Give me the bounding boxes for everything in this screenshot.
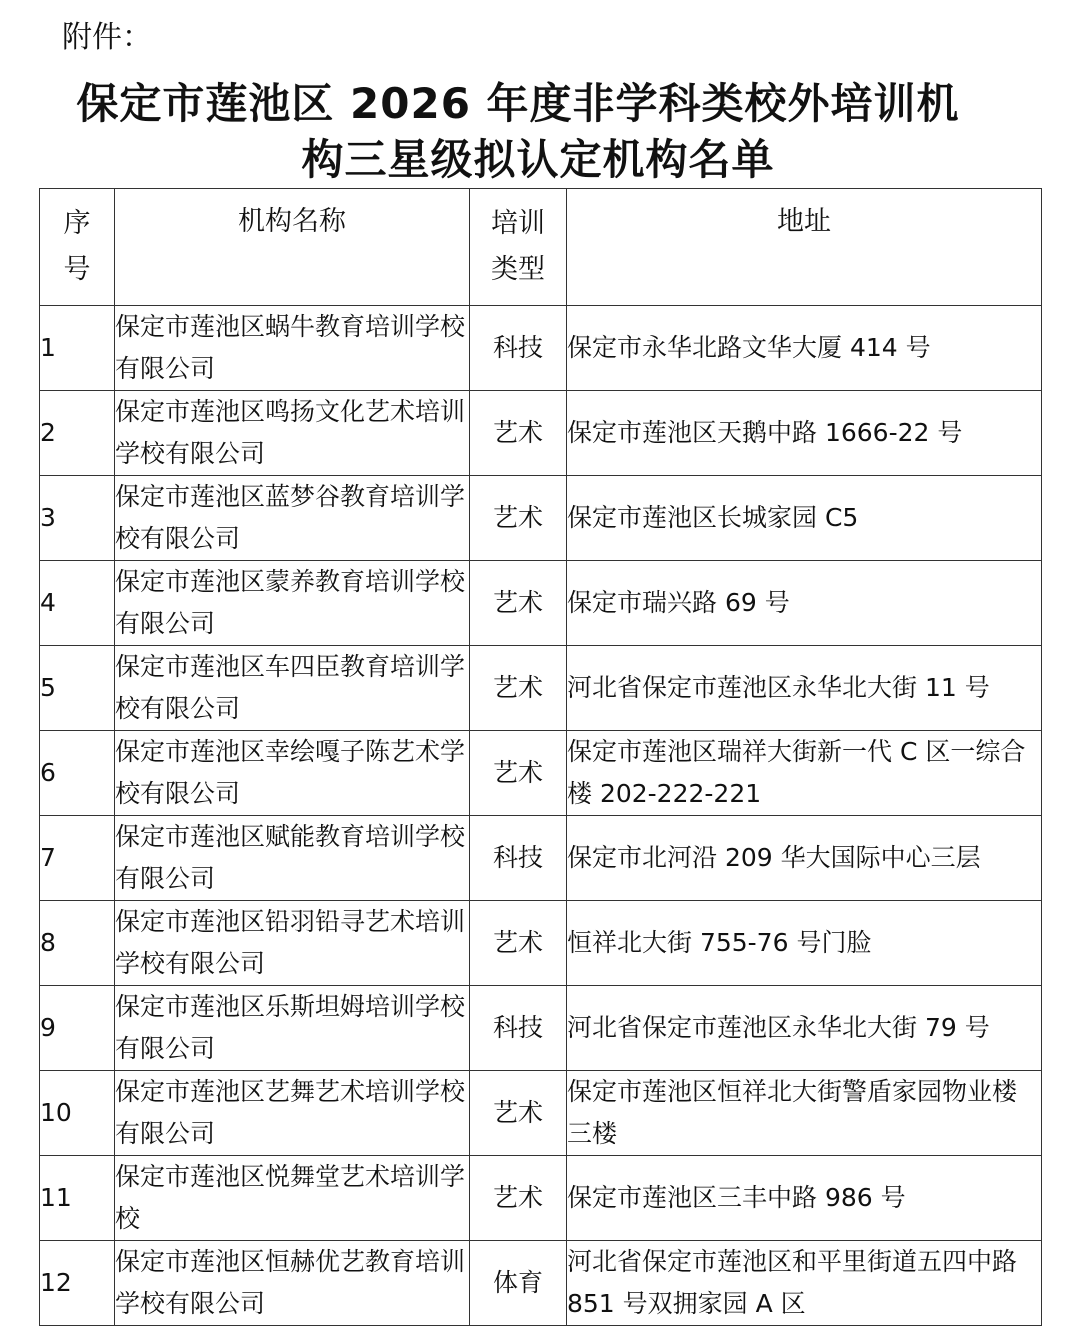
- institution-name: 保定市莲池区赋能教育培训学校有限公司: [115, 816, 470, 901]
- training-type: 科技: [470, 986, 567, 1071]
- training-type: 艺术: [470, 901, 567, 986]
- institution-name: 保定市莲池区恒赫优艺教育培训学校有限公司: [115, 1241, 470, 1326]
- row-number: 8: [40, 901, 115, 986]
- institution-name: 保定市莲池区鸣扬文化艺术培训学校有限公司: [115, 391, 470, 476]
- institution-address: 保定市莲池区长城家园 C5: [567, 476, 1042, 561]
- training-type: 艺术: [470, 476, 567, 561]
- column-header-type: 培训类型: [470, 189, 567, 306]
- table-row: [40, 1241, 1042, 1326]
- training-type: 艺术: [470, 391, 567, 476]
- attachment-label: 附件：: [62, 20, 152, 55]
- row-number: 1: [40, 306, 115, 391]
- column-header-address: 地址: [567, 189, 1042, 306]
- table-row: [40, 306, 1042, 391]
- row-number: 6: [40, 731, 115, 816]
- row-number: 4: [40, 561, 115, 646]
- institution-name: 保定市莲池区蒙养教育培训学校有限公司: [115, 561, 470, 646]
- training-type: 艺术: [470, 561, 567, 646]
- institution-address: 保定市莲池区瑞祥大街新一代 C 区一综合楼 202-222-221: [567, 731, 1042, 816]
- training-type: 科技: [470, 816, 567, 901]
- institution-address: 保定市莲池区恒祥北大街警盾家园物业楼三楼: [567, 1071, 1042, 1156]
- institution-address: 保定市莲池区三丰中路 986 号: [567, 1156, 1042, 1241]
- row-number: 9: [40, 986, 115, 1071]
- training-type: 艺术: [470, 1156, 567, 1241]
- training-type: 艺术: [470, 1071, 567, 1156]
- institution-address: 保定市莲池区天鹅中路 1666-22 号: [567, 391, 1042, 476]
- row-number: 12: [40, 1241, 115, 1326]
- table-row: [40, 1156, 1042, 1241]
- training-type: 科技: [470, 306, 567, 391]
- row-number: 10: [40, 1071, 115, 1156]
- column-header-name: 机构名称: [115, 189, 470, 306]
- table-row: [40, 731, 1042, 816]
- row-number: 7: [40, 816, 115, 901]
- institution-address: 河北省保定市莲池区永华北大街 11 号: [567, 646, 1042, 731]
- row-number: 11: [40, 1156, 115, 1241]
- institution-address: 河北省保定市莲池区永华北大街 79 号: [567, 986, 1042, 1071]
- institution-address: 保定市瑞兴路 69 号: [567, 561, 1042, 646]
- training-type: 艺术: [470, 646, 567, 731]
- institution-name: 保定市莲池区悦舞堂艺术培训学校: [115, 1156, 470, 1241]
- institution-name: 保定市莲池区艺舞艺术培训学校有限公司: [115, 1071, 470, 1156]
- institution-address: 河北省保定市莲池区和平里街道五四中路 851 号双拥家园 A 区: [567, 1241, 1042, 1326]
- institution-name: 保定市莲池区乐斯坦姆培训学校有限公司: [115, 986, 470, 1071]
- institution-name: 保定市莲池区幸绘嘎子陈艺术学校有限公司: [115, 731, 470, 816]
- document-title-line-2: 构三星级拟认定机构名单: [301, 135, 775, 184]
- institution-name: 保定市莲池区车四臣教育培训学校有限公司: [115, 646, 470, 731]
- table-row: [40, 391, 1042, 476]
- institution-table: [39, 188, 1042, 1326]
- training-type: 艺术: [470, 731, 567, 816]
- column-header-number: 序号: [40, 189, 115, 306]
- institution-name: 保定市莲池区蜗牛教育培训学校有限公司: [115, 306, 470, 391]
- row-number: 5: [40, 646, 115, 731]
- table-row: [40, 1071, 1042, 1156]
- row-number: 2: [40, 391, 115, 476]
- row-number: 3: [40, 476, 115, 561]
- institution-name: 保定市莲池区铅羽铅寻艺术培训学校有限公司: [115, 901, 470, 986]
- training-type: 体育: [470, 1241, 567, 1326]
- table-row: [40, 561, 1042, 646]
- institution-name: 保定市莲池区蓝梦谷教育培训学校有限公司: [115, 476, 470, 561]
- table-row: [40, 986, 1042, 1071]
- table-row: [40, 816, 1042, 901]
- table-row: [40, 646, 1042, 731]
- institution-address: 恒祥北大街 755-76 号门脸: [567, 901, 1042, 986]
- institution-address: 保定市永华北路文华大厦 414 号: [567, 306, 1042, 391]
- table-header-row: [40, 189, 1042, 306]
- table-row: [40, 476, 1042, 561]
- document-title-line-1: 保定市莲池区 2026 年度非学科类校外培训机: [76, 79, 960, 128]
- institution-address: 保定市北河沿 209 华大国际中心三层: [567, 816, 1042, 901]
- table-row: [40, 901, 1042, 986]
